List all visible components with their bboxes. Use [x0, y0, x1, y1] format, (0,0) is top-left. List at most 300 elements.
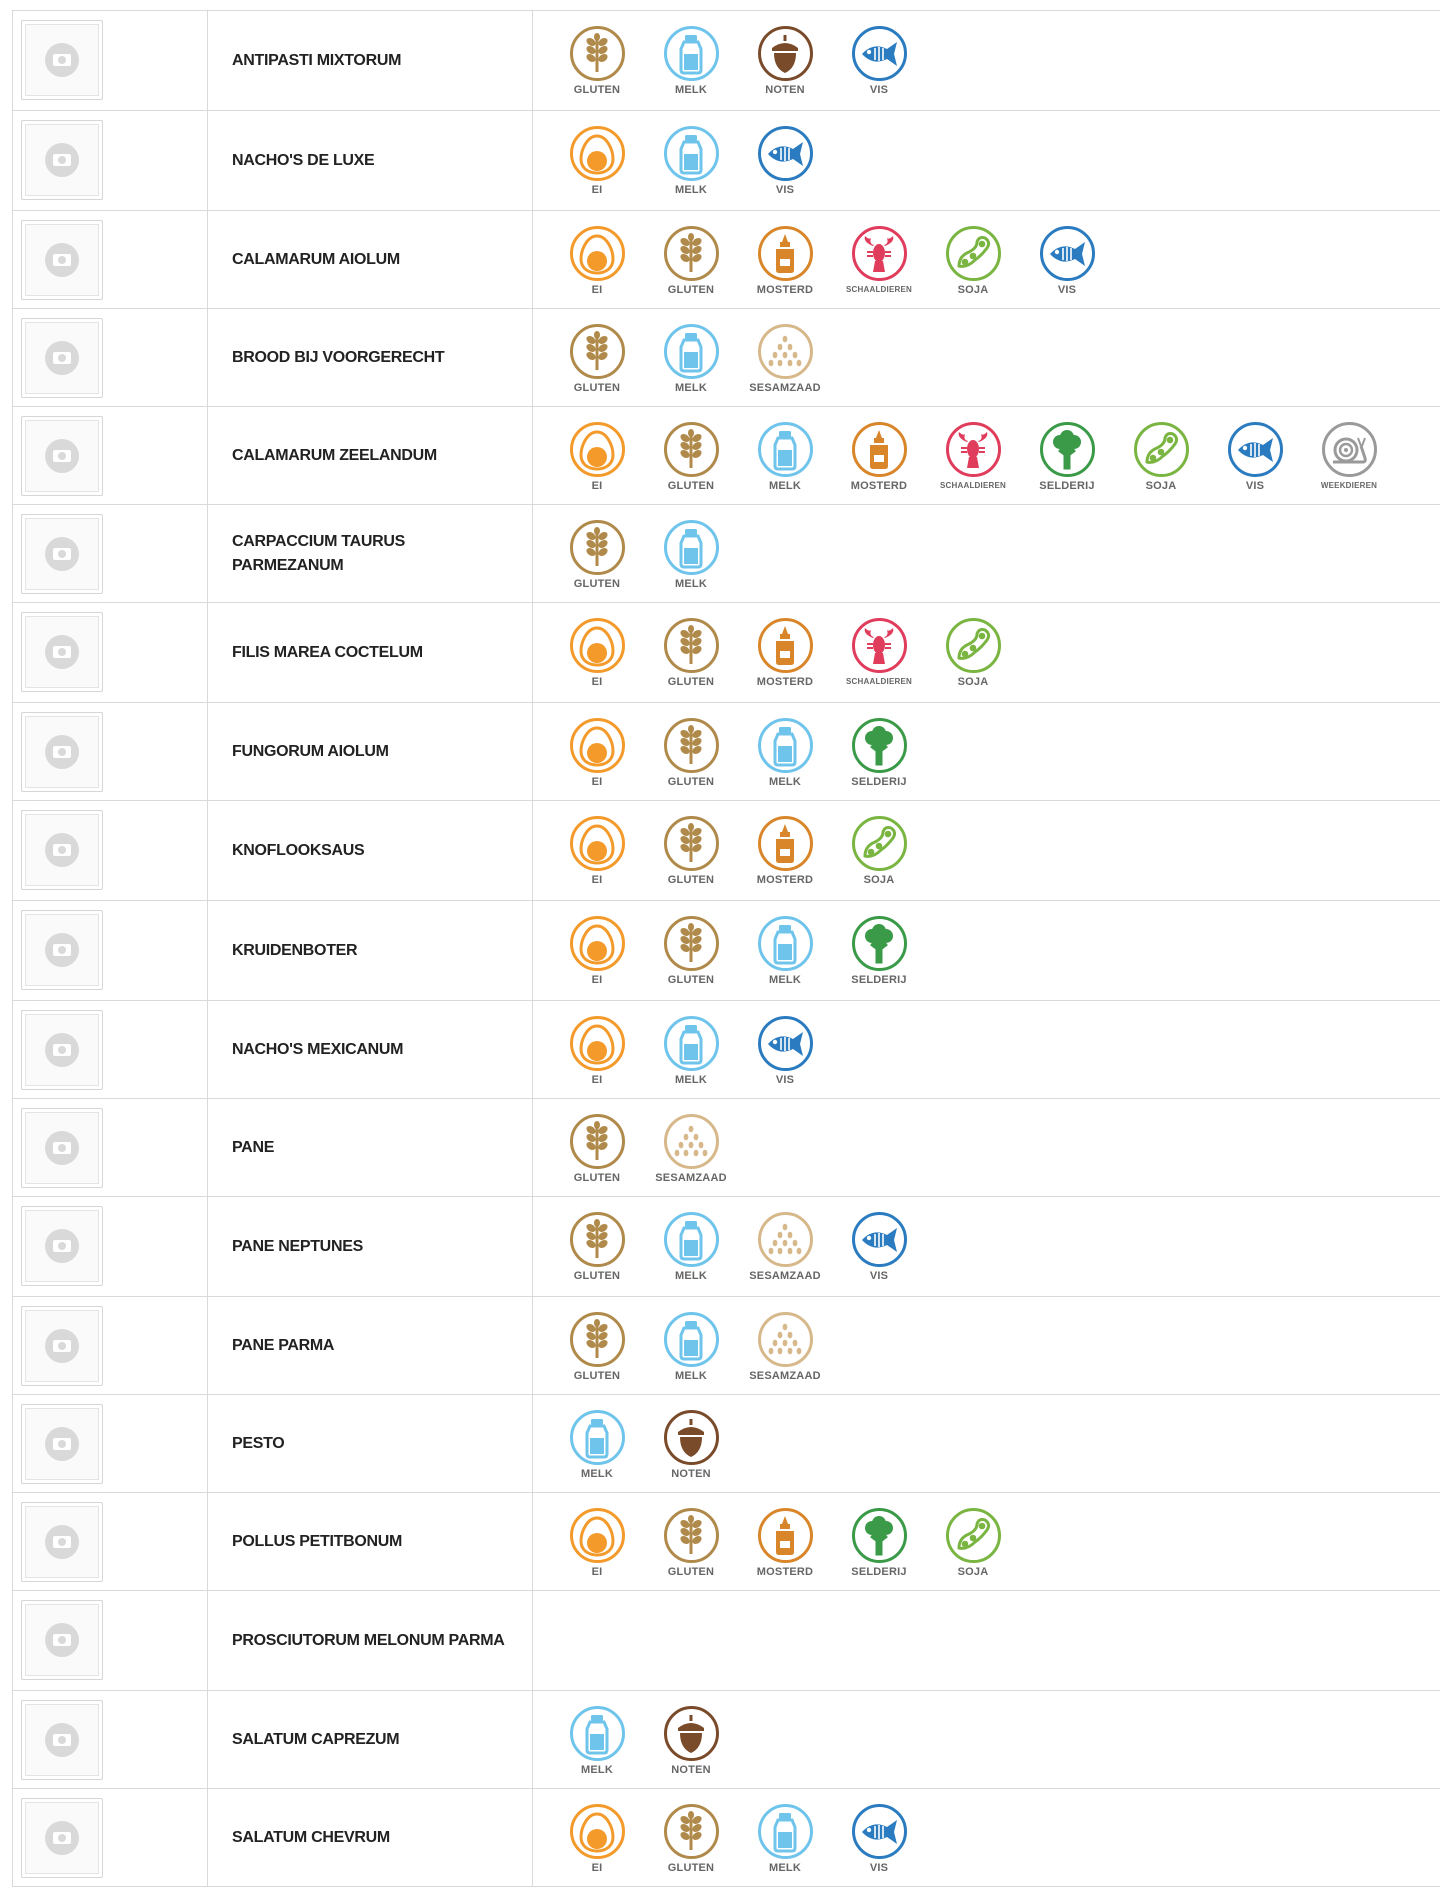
- allergen-label: SCHAALDIEREN: [846, 677, 912, 686]
- allergen-label: EI: [591, 1074, 603, 1086]
- allergen-soja: [1114, 422, 1208, 492]
- wheat-icon: [570, 1212, 625, 1267]
- allergen-list: [533, 1591, 1440, 1690]
- lobster-icon: [946, 422, 1001, 477]
- dish-name-cell: [208, 505, 533, 602]
- allergen-label: MOSTERD: [756, 874, 814, 886]
- allergen-list: [533, 703, 1440, 800]
- wheat-icon: [664, 618, 719, 673]
- allergen-label: VIS: [869, 1862, 889, 1874]
- dish-photo-cell: [13, 407, 208, 504]
- table-row: [12, 603, 1440, 703]
- allergen-label: MELK: [675, 1270, 707, 1282]
- allergen-melk: [644, 520, 738, 590]
- wheat-icon: [664, 718, 719, 773]
- allergen-list: [533, 111, 1440, 210]
- camera-icon: [45, 537, 79, 571]
- dish-name: SALATUM CAPREZUM: [232, 1730, 400, 1748]
- dish-photo-cell: [13, 1001, 208, 1098]
- allergen-label: GLUTEN: [667, 480, 715, 492]
- allergen-noten: [644, 1410, 738, 1480]
- dish-photo-cell: [13, 901, 208, 1000]
- dish-photo-placeholder[interactable]: [21, 1700, 103, 1780]
- allergen-label: MELK: [675, 578, 707, 590]
- allergen-label: EI: [591, 284, 603, 296]
- dish-name: PESTO: [232, 1434, 285, 1452]
- dish-photo-cell: [13, 801, 208, 900]
- celery-icon: [852, 1508, 907, 1563]
- allergen-sesamzaad: [644, 1114, 738, 1184]
- allergen-label: SOJA: [957, 1566, 989, 1578]
- allergen-gluten: [550, 1312, 644, 1382]
- allergen-label: NOTEN: [671, 1764, 711, 1776]
- allergen-list: [533, 1493, 1440, 1590]
- allergen-label: MOSTERD: [756, 284, 814, 296]
- allergen-ei: [550, 618, 644, 688]
- celery-icon: [852, 916, 907, 971]
- table-row: [12, 801, 1440, 901]
- allergen-label: VIS: [1057, 284, 1077, 296]
- allergen-label: VIS: [1245, 480, 1265, 492]
- allergen-ei: [550, 422, 644, 492]
- milk-bottle-icon: [664, 26, 719, 81]
- allergen-selderij: [832, 916, 926, 986]
- allergen-gluten: [550, 1114, 644, 1184]
- allergen-gluten: [644, 916, 738, 986]
- dish-photo-placeholder[interactable]: [21, 1404, 103, 1484]
- allergen-gluten: [550, 324, 644, 394]
- allergen-label: EI: [591, 776, 603, 788]
- wheat-icon: [664, 226, 719, 281]
- dish-photo-placeholder[interactable]: [21, 1600, 103, 1680]
- allergen-list: [533, 309, 1440, 406]
- acorn-icon: [758, 26, 813, 81]
- allergen-table: [12, 10, 1440, 1887]
- allergen-list: [533, 505, 1440, 602]
- sesame-seeds-icon: [664, 1114, 719, 1169]
- dish-photo-cell: [13, 1197, 208, 1296]
- allergen-label: SELDERIJ: [851, 776, 907, 788]
- table-row: [12, 11, 1440, 111]
- allergen-vis: [832, 1212, 926, 1282]
- allergen-label: GLUTEN: [573, 578, 621, 590]
- allergen-weekdieren: [1302, 422, 1396, 490]
- soy-bean-icon: [852, 816, 907, 871]
- dish-photo-placeholder[interactable]: [21, 318, 103, 398]
- allergen-melk: [738, 916, 832, 986]
- soy-bean-icon: [946, 226, 1001, 281]
- camera-icon: [45, 143, 79, 177]
- wheat-icon: [664, 816, 719, 871]
- camera-icon: [45, 1623, 79, 1657]
- wheat-icon: [664, 916, 719, 971]
- allergen-label: VIS: [869, 1270, 889, 1282]
- dish-name-cell: [208, 603, 533, 702]
- dish-photo-cell: [13, 111, 208, 210]
- allergen-noten: [644, 1706, 738, 1776]
- dish-photo-cell: [13, 1099, 208, 1196]
- allergen-ei: [550, 816, 644, 886]
- allergen-vis: [832, 1804, 926, 1874]
- sesame-seeds-icon: [758, 1212, 813, 1267]
- camera-icon: [45, 635, 79, 669]
- milk-bottle-icon: [758, 1804, 813, 1859]
- allergen-schaaldieren: [832, 226, 926, 294]
- dish-photo-cell: [13, 1691, 208, 1788]
- dish-photo-cell: [13, 603, 208, 702]
- dish-name-cell: [208, 1591, 533, 1690]
- allergen-label: SOJA: [957, 676, 989, 688]
- allergen-noten: [738, 26, 832, 96]
- allergen-label: SESAMZAAD: [749, 1270, 821, 1282]
- allergen-label: VIS: [775, 184, 795, 196]
- allergen-melk: [644, 324, 738, 394]
- allergen-gluten: [550, 520, 644, 590]
- wheat-icon: [664, 1508, 719, 1563]
- dish-photo-placeholder[interactable]: [21, 514, 103, 594]
- dish-name-cell: [208, 11, 533, 110]
- fish-icon: [758, 126, 813, 181]
- table-row: [12, 1297, 1440, 1395]
- allergen-vis: [1208, 422, 1302, 492]
- allergen-label: MELK: [675, 1074, 707, 1086]
- sesame-seeds-icon: [758, 1312, 813, 1367]
- allergen-ei: [550, 1508, 644, 1578]
- milk-bottle-icon: [664, 324, 719, 379]
- allergen-gluten: [550, 26, 644, 96]
- allergen-label: SELDERIJ: [851, 974, 907, 986]
- allergen-label: GLUTEN: [573, 382, 621, 394]
- allergen-label: EI: [591, 676, 603, 688]
- allergen-label: MELK: [769, 974, 801, 986]
- allergen-vis: [1020, 226, 1114, 296]
- camera-icon: [45, 1229, 79, 1263]
- allergen-label: GLUTEN: [667, 974, 715, 986]
- fish-icon: [1228, 422, 1283, 477]
- allergen-list: [533, 1395, 1440, 1492]
- wheat-icon: [570, 324, 625, 379]
- milk-bottle-icon: [664, 126, 719, 181]
- dish-photo-cell: [13, 11, 208, 110]
- allergen-gluten: [644, 422, 738, 492]
- milk-bottle-icon: [570, 1706, 625, 1761]
- allergen-label: EI: [591, 874, 603, 886]
- allergen-list: [533, 1789, 1440, 1886]
- celery-icon: [1040, 422, 1095, 477]
- mustard-bottle-icon: [758, 618, 813, 673]
- allergen-list: [533, 1099, 1440, 1196]
- camera-icon: [45, 1723, 79, 1757]
- allergen-melk: [644, 126, 738, 196]
- allergen-label: SESAMZAAD: [749, 1370, 821, 1382]
- egg-icon: [570, 126, 625, 181]
- sesame-seeds-icon: [758, 324, 813, 379]
- soy-bean-icon: [1134, 422, 1189, 477]
- dish-photo-placeholder[interactable]: [21, 1010, 103, 1090]
- allergen-label: SELDERIJ: [1039, 480, 1095, 492]
- wheat-icon: [570, 1312, 625, 1367]
- table-row: [12, 901, 1440, 1001]
- mustard-bottle-icon: [758, 226, 813, 281]
- allergen-vis: [832, 26, 926, 96]
- dish-photo-placeholder[interactable]: [21, 1306, 103, 1386]
- egg-icon: [570, 718, 625, 773]
- dish-photo-placeholder[interactable]: [21, 220, 103, 300]
- camera-icon: [45, 1427, 79, 1461]
- table-row: [12, 1395, 1440, 1493]
- camera-icon: [45, 243, 79, 277]
- allergen-ei: [550, 718, 644, 788]
- fish-icon: [758, 1016, 813, 1071]
- egg-icon: [570, 1508, 625, 1563]
- table-row: [12, 1001, 1440, 1099]
- fish-icon: [852, 26, 907, 81]
- allergen-list: [533, 603, 1440, 702]
- allergen-list: [533, 211, 1440, 308]
- milk-bottle-icon: [664, 520, 719, 575]
- egg-icon: [570, 1804, 625, 1859]
- milk-bottle-icon: [570, 1410, 625, 1465]
- camera-icon: [45, 735, 79, 769]
- dish-name-cell: [208, 1691, 533, 1788]
- dish-photo-placeholder[interactable]: [21, 1108, 103, 1188]
- allergen-gluten: [644, 1804, 738, 1874]
- milk-bottle-icon: [664, 1016, 719, 1071]
- allergen-list: [533, 1691, 1440, 1788]
- allergen-label: GLUTEN: [667, 1862, 715, 1874]
- dish-photo-cell: [13, 703, 208, 800]
- dish-photo-placeholder[interactable]: [21, 120, 103, 200]
- allergen-melk: [550, 1706, 644, 1776]
- allergen-melk: [644, 1212, 738, 1282]
- allergen-gluten: [644, 618, 738, 688]
- allergen-label: MELK: [675, 382, 707, 394]
- allergen-label: GLUTEN: [667, 284, 715, 296]
- dish-name-cell: [208, 801, 533, 900]
- table-row: [12, 505, 1440, 603]
- allergen-label: GLUTEN: [667, 874, 715, 886]
- dish-name: NACHO'S MEXICANUM: [232, 1040, 404, 1058]
- allergen-label: GLUTEN: [573, 1270, 621, 1282]
- camera-icon: [45, 1033, 79, 1067]
- allergen-label: MELK: [675, 1370, 707, 1382]
- fish-icon: [1040, 226, 1095, 281]
- dish-name: FILIS MAREA COCTELUM: [232, 643, 423, 661]
- allergen-label: GLUTEN: [667, 1566, 715, 1578]
- allergen-label: SESAMZAAD: [655, 1172, 727, 1184]
- allergen-melk: [644, 1312, 738, 1382]
- mustard-bottle-icon: [758, 1508, 813, 1563]
- dish-photo-placeholder[interactable]: [21, 20, 103, 100]
- allergen-melk: [550, 1410, 644, 1480]
- dish-photo-placeholder[interactable]: [21, 1502, 103, 1582]
- egg-icon: [570, 916, 625, 971]
- wheat-icon: [570, 520, 625, 575]
- allergen-list: [533, 11, 1440, 110]
- dish-name-cell: [208, 111, 533, 210]
- allergen-label: NOTEN: [671, 1468, 711, 1480]
- allergen-selderij: [832, 1508, 926, 1578]
- soy-bean-icon: [946, 1508, 1001, 1563]
- dish-photo-placeholder[interactable]: [21, 612, 103, 692]
- allergen-soja: [926, 618, 1020, 688]
- table-row: [12, 1691, 1440, 1789]
- allergen-label: SOJA: [863, 874, 895, 886]
- dish-photo-placeholder[interactable]: [21, 810, 103, 890]
- dish-name-cell: [208, 1001, 533, 1098]
- camera-icon: [45, 833, 79, 867]
- allergen-label: MOSTERD: [756, 1566, 814, 1578]
- allergen-label: EI: [591, 1566, 603, 1578]
- dish-name-cell: [208, 211, 533, 308]
- allergen-label: EI: [591, 184, 603, 196]
- dish-photo-placeholder[interactable]: [21, 1206, 103, 1286]
- egg-icon: [570, 226, 625, 281]
- allergen-ei: [550, 916, 644, 986]
- allergen-vis: [738, 1016, 832, 1086]
- allergen-selderij: [832, 718, 926, 788]
- allergen-label: NOTEN: [765, 84, 805, 96]
- mustard-bottle-icon: [852, 422, 907, 477]
- allergen-label: MOSTERD: [756, 676, 814, 688]
- dish-name-cell: [208, 1099, 533, 1196]
- allergen-label: SOJA: [957, 284, 989, 296]
- dish-photo-cell: [13, 505, 208, 602]
- dish-photo-cell: [13, 211, 208, 308]
- allergen-gluten: [644, 718, 738, 788]
- allergen-label: MELK: [769, 480, 801, 492]
- dish-name: PANE NEPTUNES: [232, 1237, 363, 1255]
- dish-name-cell: [208, 901, 533, 1000]
- dish-name-cell: [208, 1297, 533, 1394]
- allergen-soja: [926, 1508, 1020, 1578]
- allergen-vis: [738, 126, 832, 196]
- table-row: [12, 407, 1440, 505]
- allergen-list: [533, 1197, 1440, 1296]
- dish-photo-cell: [13, 1493, 208, 1590]
- dish-name: KRUIDENBOTER: [232, 941, 358, 959]
- dish-name-cell: [208, 407, 533, 504]
- allergen-label: GLUTEN: [573, 84, 621, 96]
- allergen-label: GLUTEN: [573, 1172, 621, 1184]
- soy-bean-icon: [946, 618, 1001, 673]
- dish-photo-placeholder[interactable]: [21, 416, 103, 496]
- celery-icon: [852, 718, 907, 773]
- dish-photo-cell: [13, 309, 208, 406]
- dish-name: FUNGORUM AIOLUM: [232, 742, 389, 760]
- allergen-sesamzaad: [738, 1312, 832, 1382]
- allergen-gluten: [644, 226, 738, 296]
- allergen-label: MELK: [769, 1862, 801, 1874]
- allergen-melk: [644, 1016, 738, 1086]
- allergen-ei: [550, 126, 644, 196]
- milk-bottle-icon: [758, 422, 813, 477]
- allergen-label: GLUTEN: [573, 1370, 621, 1382]
- egg-icon: [570, 422, 625, 477]
- allergen-melk: [738, 422, 832, 492]
- allergen-label: SELDERIJ: [851, 1566, 907, 1578]
- table-row: [12, 1197, 1440, 1297]
- allergen-label: EI: [591, 1862, 603, 1874]
- allergen-mosterd: [738, 816, 832, 886]
- allergen-ei: [550, 1016, 644, 1086]
- wheat-icon: [664, 1804, 719, 1859]
- dish-photo-placeholder[interactable]: [21, 1798, 103, 1878]
- dish-photo-cell: [13, 1297, 208, 1394]
- allergen-label: MOSTERD: [850, 480, 908, 492]
- allergen-label: EI: [591, 974, 603, 986]
- allergen-sesamzaad: [738, 1212, 832, 1282]
- table-row: [12, 309, 1440, 407]
- allergen-mosterd: [738, 226, 832, 296]
- dish-name: CALAMARUM ZEELANDUM: [232, 446, 437, 464]
- dish-name: CALAMARUM AIOLUM: [232, 250, 400, 268]
- camera-icon: [45, 1821, 79, 1855]
- allergen-ei: [550, 226, 644, 296]
- allergen-label: SCHAALDIEREN: [940, 481, 1006, 490]
- dish-name: ANTIPASTI MIXTORUM: [232, 51, 402, 69]
- table-row: [12, 1789, 1440, 1887]
- fish-icon: [852, 1804, 907, 1859]
- dish-name: BROOD BIJ VOORGERECHT: [232, 348, 445, 366]
- allergen-label: WEEKDIEREN: [1320, 481, 1378, 490]
- dish-photo-cell: [13, 1591, 208, 1690]
- fish-icon: [852, 1212, 907, 1267]
- allergen-mosterd: [738, 618, 832, 688]
- dish-name: NACHO'S DE LUXE: [232, 151, 375, 169]
- dish-photo-cell: [13, 1789, 208, 1886]
- egg-icon: [570, 1016, 625, 1071]
- allergen-gluten: [644, 1508, 738, 1578]
- milk-bottle-icon: [664, 1212, 719, 1267]
- allergen-label: VIS: [869, 84, 889, 96]
- table-row: [12, 1493, 1440, 1591]
- allergen-label: SESAMZAAD: [749, 382, 821, 394]
- allergen-label: GLUTEN: [667, 776, 715, 788]
- allergen-melk: [738, 1804, 832, 1874]
- dish-name-cell: [208, 703, 533, 800]
- milk-bottle-icon: [758, 916, 813, 971]
- table-row: [12, 211, 1440, 309]
- dish-name-cell: [208, 1197, 533, 1296]
- allergen-mosterd: [832, 422, 926, 492]
- dish-name: CARPACCIUM TAURUS PARMEZANUM: [232, 532, 405, 574]
- wheat-icon: [570, 1114, 625, 1169]
- allergen-ei: [550, 1804, 644, 1874]
- dish-photo-placeholder[interactable]: [21, 910, 103, 990]
- allergen-schaaldieren: [832, 618, 926, 686]
- allergen-label: MELK: [675, 84, 707, 96]
- dish-photo-placeholder[interactable]: [21, 712, 103, 792]
- snail-icon: [1322, 422, 1377, 477]
- table-row: [12, 1099, 1440, 1197]
- allergen-list: [533, 901, 1440, 1000]
- allergen-label: MELK: [769, 776, 801, 788]
- dish-photo-cell: [13, 1395, 208, 1492]
- egg-icon: [570, 618, 625, 673]
- allergen-mosterd: [738, 1508, 832, 1578]
- milk-bottle-icon: [758, 718, 813, 773]
- allergen-melk: [738, 718, 832, 788]
- allergen-label: GLUTEN: [667, 676, 715, 688]
- allergen-label: MELK: [675, 184, 707, 196]
- allergen-soja: [832, 816, 926, 886]
- mustard-bottle-icon: [758, 816, 813, 871]
- camera-icon: [45, 933, 79, 967]
- lobster-icon: [852, 226, 907, 281]
- camera-icon: [45, 439, 79, 473]
- allergen-label: MELK: [581, 1764, 613, 1776]
